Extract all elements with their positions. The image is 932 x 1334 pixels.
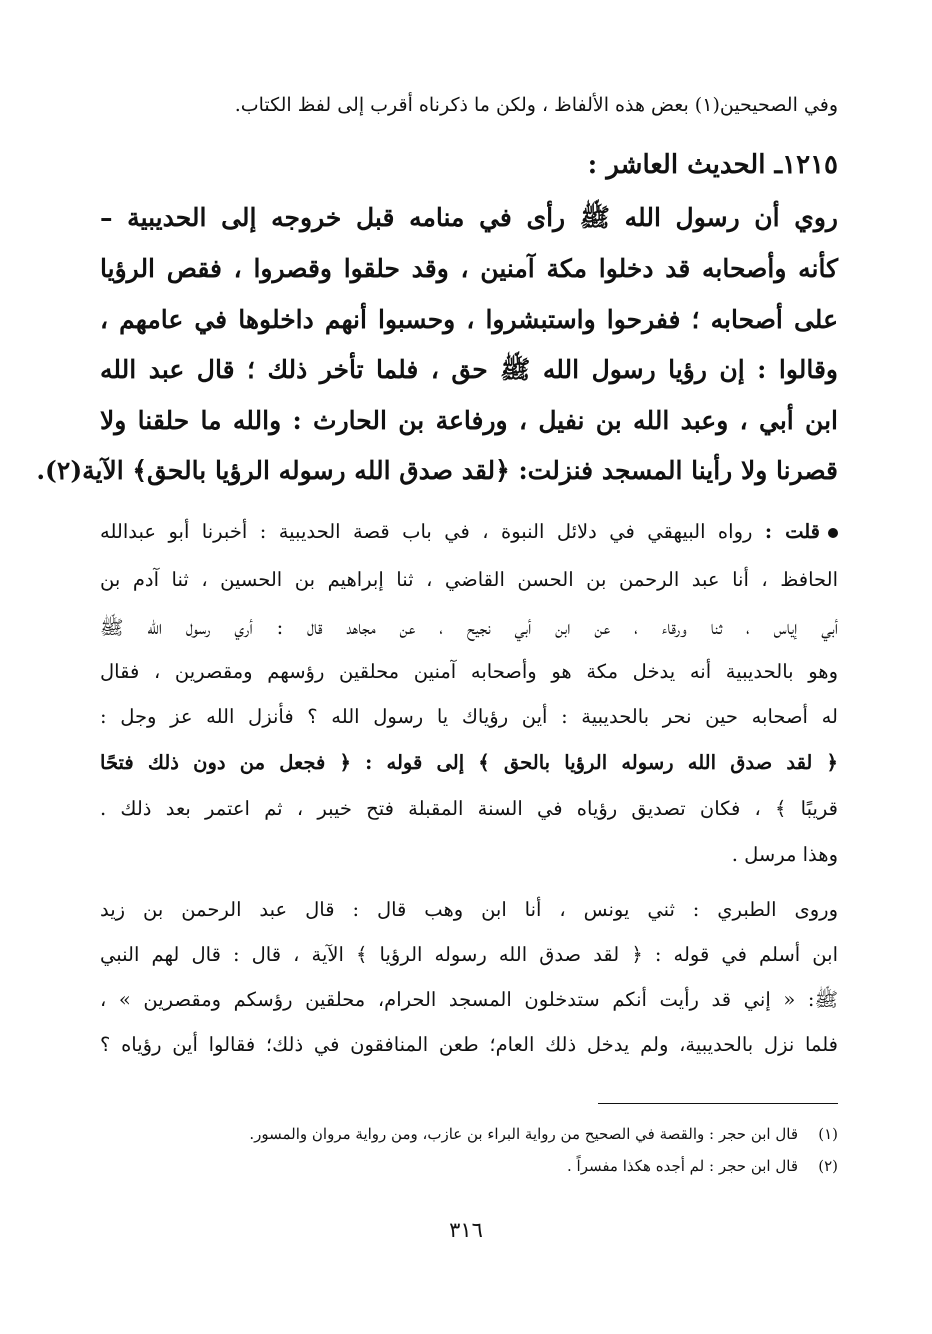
footnote-2-text: قال ابن حجر : لم أجده هكذا مفسراً . [566, 1157, 798, 1175]
commentary-label: قلت : [764, 520, 820, 543]
footnote-1-text: قال ابن حجر : والقصة في الصحيح من رواية البراء بن عازب، ومن رواية مروان والمسور. [249, 1125, 798, 1143]
commentary-line-8: وهذا مرسل . [731, 843, 838, 866]
footnote-1-number: (١) [818, 1125, 838, 1143]
hadith-line-3: على أصحابه ؛ ففرحوا واستبشروا ، وحسبوا أنهم داخلوها في عامهم ، [100, 305, 838, 334]
commentary-line-3: أبي إياس ، ثنا ورقاء ، عن ابن أبي نجيح ، عن مجاهد قال : أري رسول الله ﷺ [100, 616, 838, 639]
commentary-line-1-text: رواه البيهقي في دلائل النبوة ، في باب قصة الحديبية : أخبرنا أبو عبدالله [100, 520, 753, 543]
commentary-line-1 [100, 522, 838, 542]
footnote-divider [598, 1103, 838, 1104]
footnote-1 [98, 1127, 838, 1142]
commentary-line-2: الحافظ ، أنا عبد الرحمن بن الحسن القاضي ، ثنا إبراهيم بن الحسين ، ثنا آدم بن [100, 568, 838, 591]
hadith-line-5: ابن أبي ، وعبد الله بن نفيل ، ورفاعة بن الحارث : والله ما حلقنا ولا [100, 406, 838, 435]
hadith-heading: ١٢١٥ـ الحديث العاشر : [587, 150, 838, 180]
tabari-line-2: ابن أسلم في قوله : ﴿ لقد صدق الله رسوله الرؤيا ﴾ الآية ، قال : قال لهم النبي [100, 943, 838, 966]
intro-line: وفي الصحيحين(١) بعض هذه الألفاظ ، ولكن ما ذكرناه أقرب إلى لفظ الكتاب. [234, 94, 838, 116]
tabari-line-4: فلما نزل بالحديبية، ولم يدخل ذلك العام؛ طعن المنافقون في ذلك؛ فقالوا أين رؤياه ؟ [100, 1033, 838, 1056]
hadith-line-2: كأنه وأصحابه قد دخلوا مكة آمنين ، وقد حلقوا وقصروا ، فقص الرؤيا [100, 254, 838, 283]
hadith-line-4: وقالوا : إن رؤيا رسول الله ﷺ حق ، فلما تأخر ذلك ؛ قال عبد الله [100, 355, 838, 384]
hadith-line-6: قصرنا ولا رأينا المسجد فنزلت: ﴿لقد صدق الله رسوله الرؤيا بالحق﴾ الآية(٢). [36, 456, 838, 485]
commentary-line-7: قريبًا ﴾ ، فكان تصديق رؤياه في السنة المقبلة فتح خيبر ، ثم اعتمر بعد ذلك . [100, 797, 838, 820]
tabari-line-3: ﷺ: « إني قد رأيت أنكم ستدخلون المسجد الحرام، محلقين رؤسكم ومقصرين » ، [100, 988, 838, 1011]
commentary-line-5: له أصحابه حين نحر بالحديبية : أين رؤياك يا رسول الله ؟ فأنزل الله عز وجل : [100, 705, 838, 728]
commentary-line-4: وهو بالحديبية أنه يدخل مكة هو وأصحابه آمنين محلقين رؤسهم ومقصرين ، فقال [100, 660, 838, 683]
page-number: ٣١٦ [449, 1218, 483, 1242]
tabari-line-1: وروى الطبري : ثني يونس ، أنا ابن وهب قال : قال عبد الرحمن بن زيد [100, 898, 838, 921]
footnote-2-number: (٢) [818, 1157, 838, 1175]
footnote-2 [98, 1159, 838, 1174]
bullet-icon [828, 528, 838, 538]
hadith-line-1: روي أن رسول الله ﷺ رأى في منامه قبل خروجه إلى الحديبية – [100, 203, 838, 232]
commentary-line-6: ﴿ لقد صدق الله رسوله الرؤيا بالحق ﴾ إلى قوله : ﴿ فجعل من دون ذلك فتحًا [100, 751, 838, 774]
